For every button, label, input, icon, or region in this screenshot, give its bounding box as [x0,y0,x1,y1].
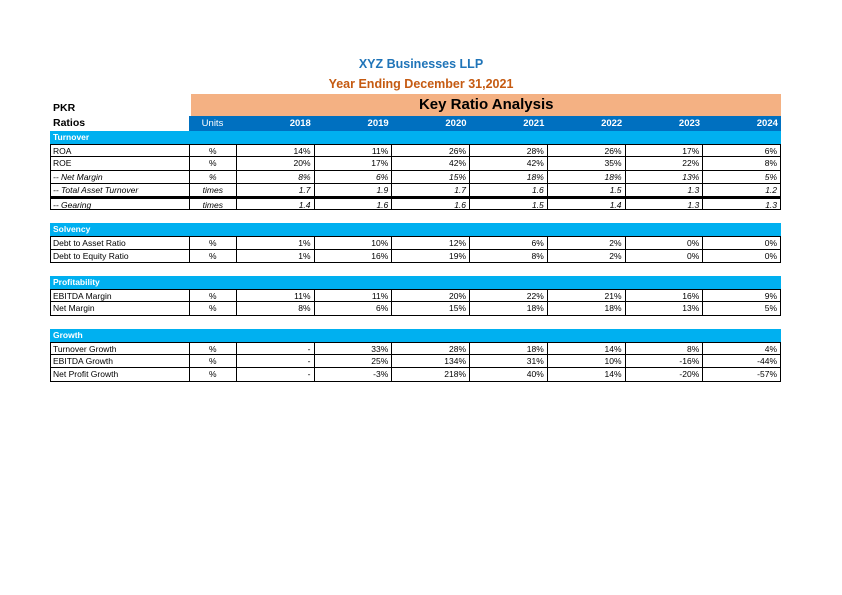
row-unit: % [190,355,237,368]
table-row [50,157,781,170]
value-cell: 18% [548,302,626,315]
title-row [50,94,781,116]
value-cell: -44% [703,355,781,368]
row-label: -- Gearing [51,197,190,210]
value-cell: 0% [626,250,704,263]
row-unit: % [190,144,237,157]
period-title: Year Ending December 31,2021 [328,77,514,91]
value-cell: 11% [315,289,393,302]
value-cell: 8% [703,157,781,170]
row-unit: % [190,171,237,184]
value-cell: 12% [392,236,470,249]
value-cell: -57% [703,368,781,381]
value-cell: 8% [470,250,548,263]
value-cell: 0% [703,250,781,263]
value-cell: 18% [470,171,548,184]
row-label: Debt to Equity Ratio [51,250,190,263]
table-row [50,144,781,157]
ratios-label: Ratios [53,117,86,129]
value-cell: - [237,355,315,368]
section-header-turnover: Turnover [50,131,781,144]
row-label: -- Total Asset Turnover [51,184,190,197]
value-cell: 26% [392,144,470,157]
value-cell: -20% [626,368,704,381]
report-title: Key Ratio Analysis [191,94,781,116]
section-spacer [50,263,781,276]
value-cell: 17% [626,144,704,157]
value-cell: 35% [548,157,626,170]
value-cell: 1.4 [548,197,626,210]
year-header: 2024 [703,116,781,131]
row-unit: times [190,197,237,210]
year-header: 2023 [625,116,703,131]
value-cell: 11% [315,144,393,157]
value-cell: 42% [470,157,548,170]
value-cell: 14% [237,144,315,157]
value-cell: 13% [626,302,704,315]
row-label: Debt to Asset Ratio [51,236,190,249]
value-cell: 10% [315,236,393,249]
value-cell: 2% [548,236,626,249]
table-row [50,197,781,210]
value-cell: 5% [703,302,781,315]
value-cell: 16% [626,289,704,302]
table-row [50,342,781,355]
row-unit: % [190,236,237,249]
row-label: EBITDA Growth [51,355,190,368]
value-cell: 42% [392,157,470,170]
row-unit: times [190,184,237,197]
row-label: ROE [51,157,190,170]
value-cell: 40% [470,368,548,381]
value-cell: 1.3 [703,197,781,210]
value-cell: 6% [470,236,548,249]
value-cell: 21% [548,289,626,302]
value-cell: 8% [237,171,315,184]
value-cell: 1.5 [470,197,548,210]
value-cell: 1.5 [548,184,626,197]
row-unit: % [190,368,237,381]
value-cell: - [237,368,315,381]
value-cell: 22% [470,289,548,302]
value-cell: 1% [237,250,315,263]
table-row [50,236,781,249]
value-cell: 1.7 [392,184,470,197]
table-row [50,289,781,302]
section-header-profitability: Profitability [50,276,781,289]
value-cell: 19% [392,250,470,263]
key-ratio-table [50,94,781,382]
table-row [50,184,781,197]
value-cell: 17% [315,157,393,170]
table-row [50,302,781,315]
row-unit: % [190,250,237,263]
section-spacer [50,316,781,329]
value-cell: 6% [315,302,393,315]
value-cell: 14% [548,368,626,381]
value-cell: -3% [315,368,393,381]
value-cell: -16% [626,355,704,368]
value-cell: 16% [315,250,393,263]
row-unit: % [190,157,237,170]
section-spacer [50,210,781,223]
value-cell: 14% [548,342,626,355]
value-cell: 1% [237,236,315,249]
year-header: 2020 [392,116,470,131]
value-cell: 11% [237,289,315,302]
value-cell: 18% [470,342,548,355]
year-header: 2019 [314,116,392,131]
value-cell: 8% [237,302,315,315]
row-label: EBITDA Margin [51,289,190,302]
value-cell: 218% [392,368,470,381]
units-header: Units [189,116,236,131]
year-header: 2021 [470,116,548,131]
value-cell: 8% [626,342,704,355]
row-unit: % [190,302,237,315]
value-cell: 10% [548,355,626,368]
currency-label: PKR [53,102,76,114]
value-cell: 15% [392,302,470,315]
column-header-row [50,116,781,131]
table-row [50,171,781,184]
value-cell: 1.4 [237,197,315,210]
row-unit: % [190,289,237,302]
value-cell: 1.6 [470,184,548,197]
row-label: Net Profit Growth [51,368,190,381]
row-label: ROA [51,144,190,157]
value-cell: 22% [626,157,704,170]
value-cell: 1.6 [392,197,470,210]
value-cell: 18% [470,302,548,315]
value-cell: 1.9 [315,184,393,197]
table-row [50,368,781,381]
section-header-solvency: Solvency [50,223,781,236]
value-cell: 20% [237,157,315,170]
value-cell: 28% [470,144,548,157]
row-unit: % [190,342,237,355]
value-cell: 0% [703,236,781,249]
section-header-growth: Growth [50,329,781,342]
value-cell: 9% [703,289,781,302]
value-cell: 1.7 [237,184,315,197]
value-cell: 1.2 [703,184,781,197]
year-header: 2022 [547,116,625,131]
company-title: XYZ Businesses LLP [358,57,484,71]
value-cell: 0% [626,236,704,249]
value-cell: 13% [626,171,704,184]
table-row [50,250,781,263]
value-cell: 26% [548,144,626,157]
value-cell: 6% [703,144,781,157]
value-cell: 1.3 [626,197,704,210]
value-cell: 25% [315,355,393,368]
value-cell: 33% [315,342,393,355]
value-cell: 28% [392,342,470,355]
value-cell: - [237,342,315,355]
value-cell: 20% [392,289,470,302]
row-label: Net Margin [51,302,190,315]
table-row [50,355,781,368]
value-cell: 5% [703,171,781,184]
value-cell: 15% [392,171,470,184]
year-header: 2018 [236,116,314,131]
value-cell: 18% [548,171,626,184]
value-cell: 1.3 [626,184,704,197]
value-cell: 1.6 [315,197,393,210]
value-cell: 4% [703,342,781,355]
table-body [50,131,781,382]
row-label: -- Net Margin [51,171,190,184]
value-cell: 6% [315,171,393,184]
value-cell: 31% [470,355,548,368]
value-cell: 134% [392,355,470,368]
value-cell: 2% [548,250,626,263]
row-label: Turnover Growth [51,342,190,355]
